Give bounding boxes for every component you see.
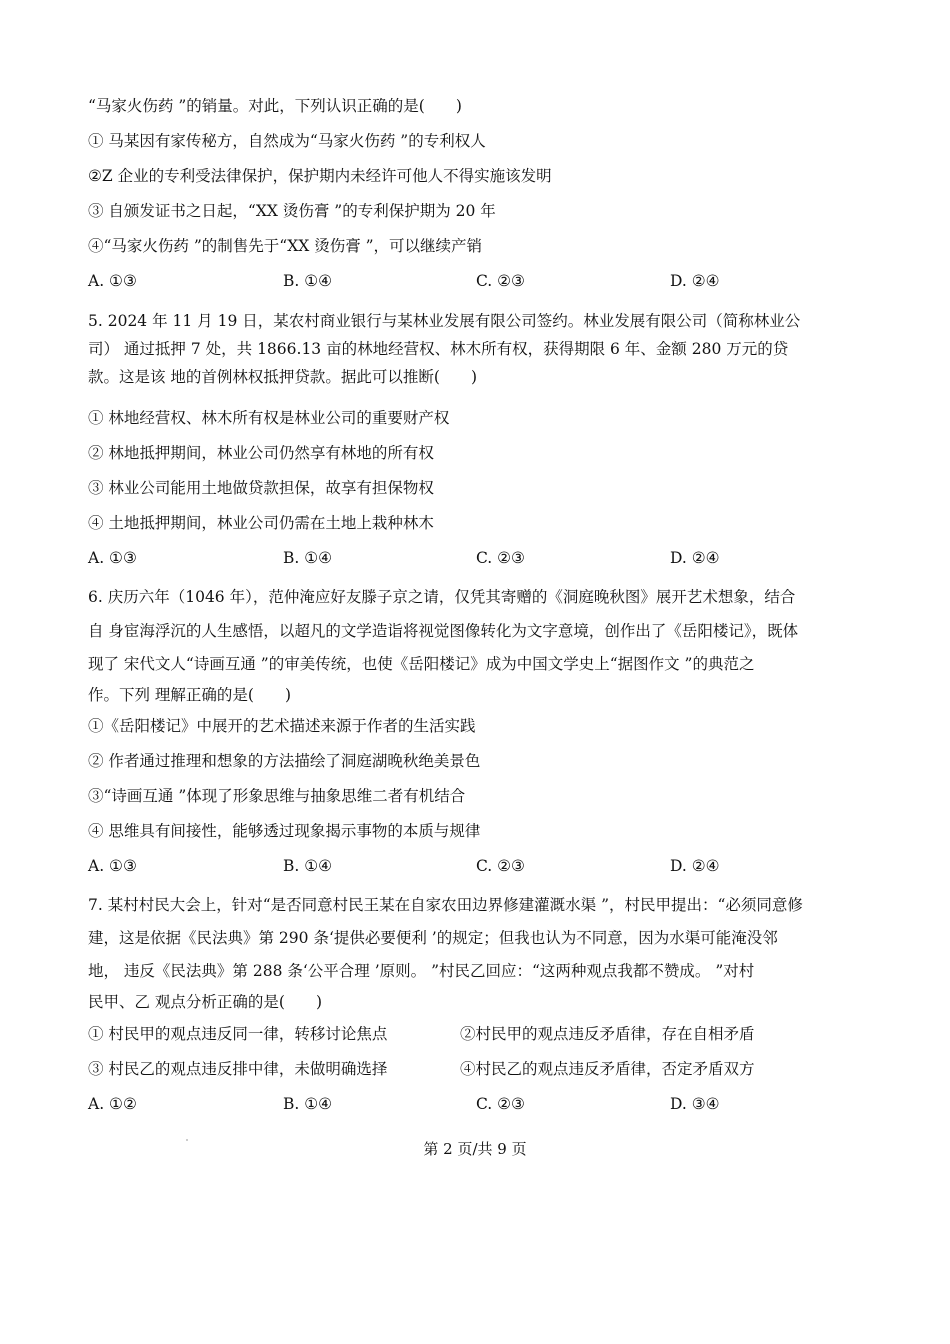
q6-stem-line-2: 自 身宦海浮沉的人生感悟，以超凡的文学造诣将视觉图像转化为文字意境，创作出了《岳阳楼记》，既体 xyxy=(88,622,799,640)
q4-item-4: ④“马家火伤药 ”的制售先于“XX 烫伤膏 ”，可以继续产销 xyxy=(88,237,483,255)
q4-option-c: C. ②③ xyxy=(476,272,525,290)
q6-stem-line-3: 现了 宋代文人“诗画互通 ”的审美传统，也使《岳阳楼记》成为中国文学史上“据图作文 ”的典范之 xyxy=(88,655,755,673)
q6-item-1: ①《岳阳楼记》中展开的艺术描述来源于作者的生活实践 xyxy=(88,717,476,735)
q5-item-3: ③ 林业公司能用土地做贷款担保，故享有担保物权 xyxy=(88,479,434,497)
q6-option-a: A. ①③ xyxy=(88,857,137,875)
q7-item-3: ③ 村民乙的观点违反排中律，未做明确选择 xyxy=(88,1060,388,1078)
q4-item-1: ① 马某因有家传秘方，自然成为“马家火伤药 ”的专利权人 xyxy=(88,132,486,150)
q6-option-d: D. ②④ xyxy=(670,857,720,875)
q7-item-1: ① 村民甲的观点违反同一律，转移讨论焦点 xyxy=(88,1025,388,1043)
q5-item-4: ④ 土地抵押期间，林业公司仍需在土地上栽种林木 xyxy=(88,514,434,532)
q4-option-d: D. ②④ xyxy=(670,272,720,290)
page-number: 第 2 页/共 9 页 xyxy=(423,1140,527,1158)
q5-item-2: ② 林地抵押期间，林业公司仍然享有林地的所有权 xyxy=(88,444,434,462)
q7-stem-line-3: 地， 违反《民法典》第 288 条‘公平合理 ’原则。 ”村民乙回应：“这两种观点我都不赞成。 ”对村 xyxy=(88,962,755,980)
q5-stem-line-1: 5. 2024 年 11 月 19 日，某农村商业银行与某林业发展有限公司签约。林业发展有限公司（简称林业公 xyxy=(88,312,801,330)
q7-stem-line-2: 建，这是依据《民法典》第 290 条‘提供必要便利 ’的规定；但我也认为不同意，因为水渠可能淹没邻 xyxy=(88,929,778,947)
q5-stem-line-3: 款。这是该 地的首例林权抵押贷款。据此可以推断( ) xyxy=(88,368,478,386)
q5-option-b: B. ①④ xyxy=(283,549,333,567)
q6-option-c: C. ②③ xyxy=(476,857,525,875)
q6-stem-line-4: 作。下列 理解正确的是( ) xyxy=(88,686,292,704)
q6-item-3: ③“诗画互通 ”体现了形象思维与抽象思维二者有机结合 xyxy=(88,787,466,805)
q7-item-4: ④村民乙的观点违反矛盾律，否定矛盾双方 xyxy=(460,1060,755,1078)
q4-stem-tail: “马家火伤药 ”的销量。对此，下列认识正确的是( ) xyxy=(88,97,462,115)
q5-item-1: ① 林地经营权、林木所有权是林业公司的重要财产权 xyxy=(88,409,450,427)
q7-option-b: B. ①④ xyxy=(283,1095,333,1113)
q5-stem-line-2: 司） 通过抵押 7 处，共 1866.13 亩的林地经营权、林木所有权，获得期限 6 年、金额 280 万元的贷 xyxy=(88,340,789,358)
q4-option-b: B. ①④ xyxy=(283,272,333,290)
q4-item-3: ③ 自颁发证书之日起，“XX 烫伤膏 ”的专利保护期为 20 年 xyxy=(88,202,496,220)
q7-option-c: C. ②③ xyxy=(476,1095,525,1113)
q7-stem-line-4: 民甲、乙 观点分析正确的是( ) xyxy=(88,993,323,1011)
q7-item-2: ②村民甲的观点违反矛盾律，存在自相矛盾 xyxy=(460,1025,755,1043)
q4-item-2: ②Z 企业的专利受法律保护，保护期内未经许可他人不得实施该发明 xyxy=(88,167,552,185)
q5-option-c: C. ②③ xyxy=(476,549,525,567)
q6-option-b: B. ①④ xyxy=(283,857,333,875)
q7-option-a: A. ①② xyxy=(88,1095,137,1113)
q4-option-a: A. ①③ xyxy=(88,272,137,290)
q6-item-2: ② 作者通过推理和想象的方法描绘了洞庭湖晚秋绝美景色 xyxy=(88,752,481,770)
q7-option-d: D. ③④ xyxy=(670,1095,720,1113)
q5-option-d: D. ②④ xyxy=(670,549,720,567)
q6-stem-line-1: 6. 庆历六年（1046 年），范仲淹应好友滕子京之请，仅凭其寄赠的《洞庭晚秋图》展开艺术想象，结合 xyxy=(88,588,796,606)
q6-item-4: ④ 思维具有间接性，能够透过现象揭示事物的本质与规律 xyxy=(88,822,481,840)
q7-stem-line-1: 7. 某村村民大会上，针对“是否同意村民王某在自家农田边界修建灌溉水渠 ”，村民甲提出：“必须同意修 xyxy=(88,896,803,914)
q5-option-a: A. ①③ xyxy=(88,549,137,567)
